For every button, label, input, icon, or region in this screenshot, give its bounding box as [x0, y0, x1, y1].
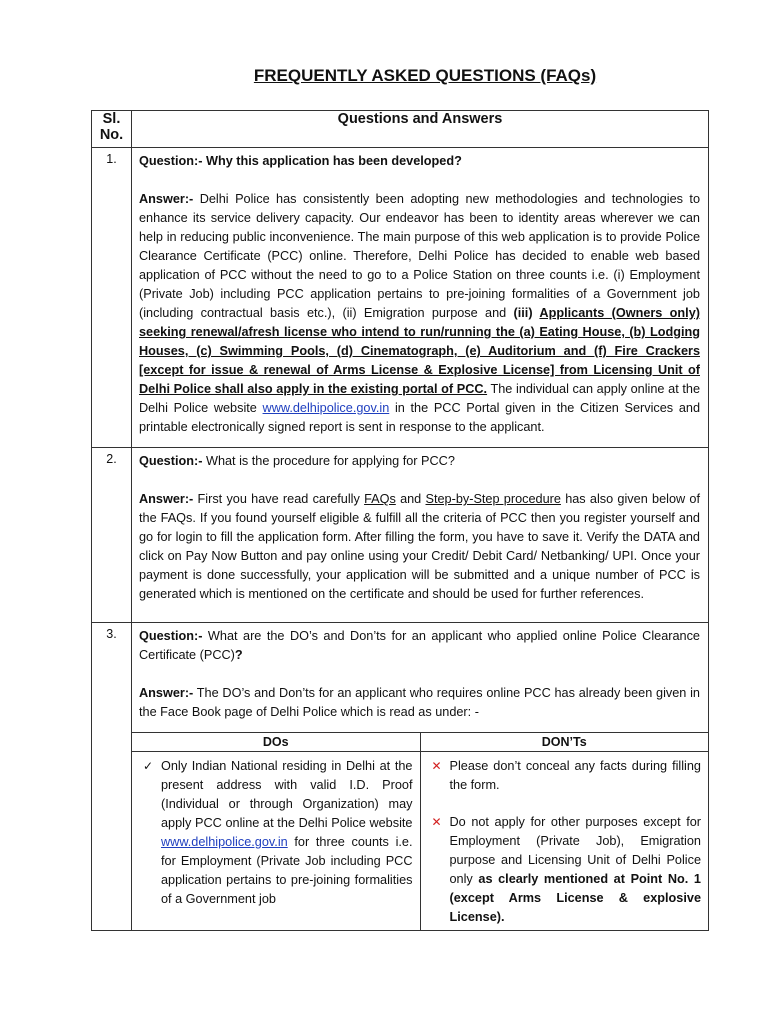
cross-icon: ✕ [431, 759, 442, 773]
website-link[interactable]: www.delhipolice.gov.in [161, 835, 288, 849]
dont-text: Please don’t conceal any facts during filling the form. [449, 759, 701, 792]
answer-text-bold: (iii) [513, 306, 540, 320]
faq-row-1 [92, 148, 709, 448]
dos-header: DOs [132, 733, 420, 752]
dont-item [432, 757, 702, 795]
sl-no-header: Sl. No. [92, 111, 132, 148]
answer-text: The DO’s and Don’ts for an applicant who requires online PCC has already been given in the Face Book page of Delhi Police which is read as under: - [139, 686, 700, 719]
do-text: for three counts i.e. for Employment (Private Job including PCC application pertains to pre-joining formalities of a Government job [161, 835, 413, 906]
dont-text-bold: as clearly mentioned at Point No. 1 (except Arms License & explosive License). [449, 872, 701, 924]
answer-text-bold-underline: Applicants (Owners only) seeking renewal/afresh license who intend to run/running the (a) Eating House, (b) Lodging Houses, (c) Swimming Pools, (d) Cinematograph, (e) Auditorium and (f) Fire Crackers [except for issue & renewal of Arms License & Explosive License] from Licensing Unit of Delhi Police shall also apply in the existing portal of PCC. [139, 306, 700, 396]
question-label: Question:- [139, 154, 203, 168]
faq-row-3 [92, 623, 709, 931]
question-text: What are the DO’s and Don’ts for an applicant who applied online Police Clearance Certificate (PCC) [139, 629, 700, 662]
do-item [143, 757, 413, 909]
faqs-link[interactable]: FAQs [364, 492, 396, 506]
donts-cell [420, 752, 708, 931]
answer-text: Delhi Police has consistently been adopting new methodologies and technologies to enhance its service delivery capacity. Our endeavor has been to identity areas wherever we can help in reducing public inconvenience. The main purpose of this web application is to provide Police Clearance Certificate (PCC) online. Therefore, Delhi Police has decided to enable web based application of PCC without the need to go to a Police Station on three counts i.e. (i) Employment (Private Job) including PCC application pertains to pre-joining formalities of a Government job (including contractual basis etc.), (ii) Emigration purpose and [139, 192, 700, 320]
faq-content [132, 448, 709, 623]
question-text: Why this application has been developed? [202, 154, 462, 168]
faq-content [132, 148, 709, 448]
step-by-step-link[interactable]: Step-by-Step procedure [425, 492, 561, 506]
check-icon: ✓ [143, 759, 154, 773]
page-title: FREQUENTLY ASKED QUESTIONS (FAQs) [253, 66, 597, 85]
answer-label: Answer:- [139, 192, 194, 206]
donts-header: DON’Ts [420, 733, 708, 752]
website-link[interactable]: www.delhipolice.gov.in [262, 401, 390, 415]
faq-question [139, 627, 700, 665]
faq-question [139, 152, 700, 171]
question-label: Question:- [139, 629, 203, 643]
faq-content [132, 623, 709, 931]
question-end: ? [234, 648, 243, 662]
answer-text: in the PCC Portal given in the Citizen Services and printable electronically signed report is sent in response to the applicant. [139, 401, 701, 434]
questions-answers-header: Questions and Answers [132, 111, 709, 148]
faq-answer [139, 190, 700, 437]
answer-text: has also given below of the FAQs. If you found yourself eligible & fulfill all the criteria of PCC then you register yourself and go for login to fill the application form. After filling the form, you have to save it. Verify the DATA and click on Pay Now Button and pay online using your Credit/ Debit Card/ Netbanking/ UPI. Once your payment is done successfully, your application will be submitted and a unique number of PCC is generated which is mentioned on the certificate and should be used for further references. [139, 492, 700, 601]
cross-icon: ✕ [431, 815, 442, 829]
answer-label: Answer:- [139, 686, 194, 700]
dont-item [432, 813, 702, 927]
question-text: What is the procedure for applying for PCC? [202, 454, 455, 468]
faq-number: 1. [92, 148, 132, 448]
faq-row-2 [92, 448, 709, 623]
faq-answer [139, 684, 700, 722]
dos-donts-table [132, 732, 708, 930]
faq-table [91, 110, 709, 931]
answer-label: Answer:- [139, 492, 194, 506]
dos-cell [132, 752, 420, 931]
answer-text: and [395, 492, 426, 506]
question-label: Question:- [139, 454, 203, 468]
faq-number: 2. [92, 448, 132, 623]
answer-text: The individual can apply online at the Delhi Police website [139, 382, 700, 415]
do-text: Only Indian National residing in Delhi at the present address with valid I.D. Proof (Individual or through Organization) may apply PCC online at the Delhi Police website [161, 759, 413, 830]
dont-text: Do not apply for other purposes except for Employment (Private Job), Emigration purpose and Licensing Unit of Delhi Police only [449, 815, 701, 886]
faq-answer [139, 490, 700, 604]
faq-question [139, 452, 700, 471]
faq-number: 3. [92, 623, 132, 931]
faq-header-row [92, 111, 709, 148]
answer-text: First you have read carefully [193, 492, 365, 506]
